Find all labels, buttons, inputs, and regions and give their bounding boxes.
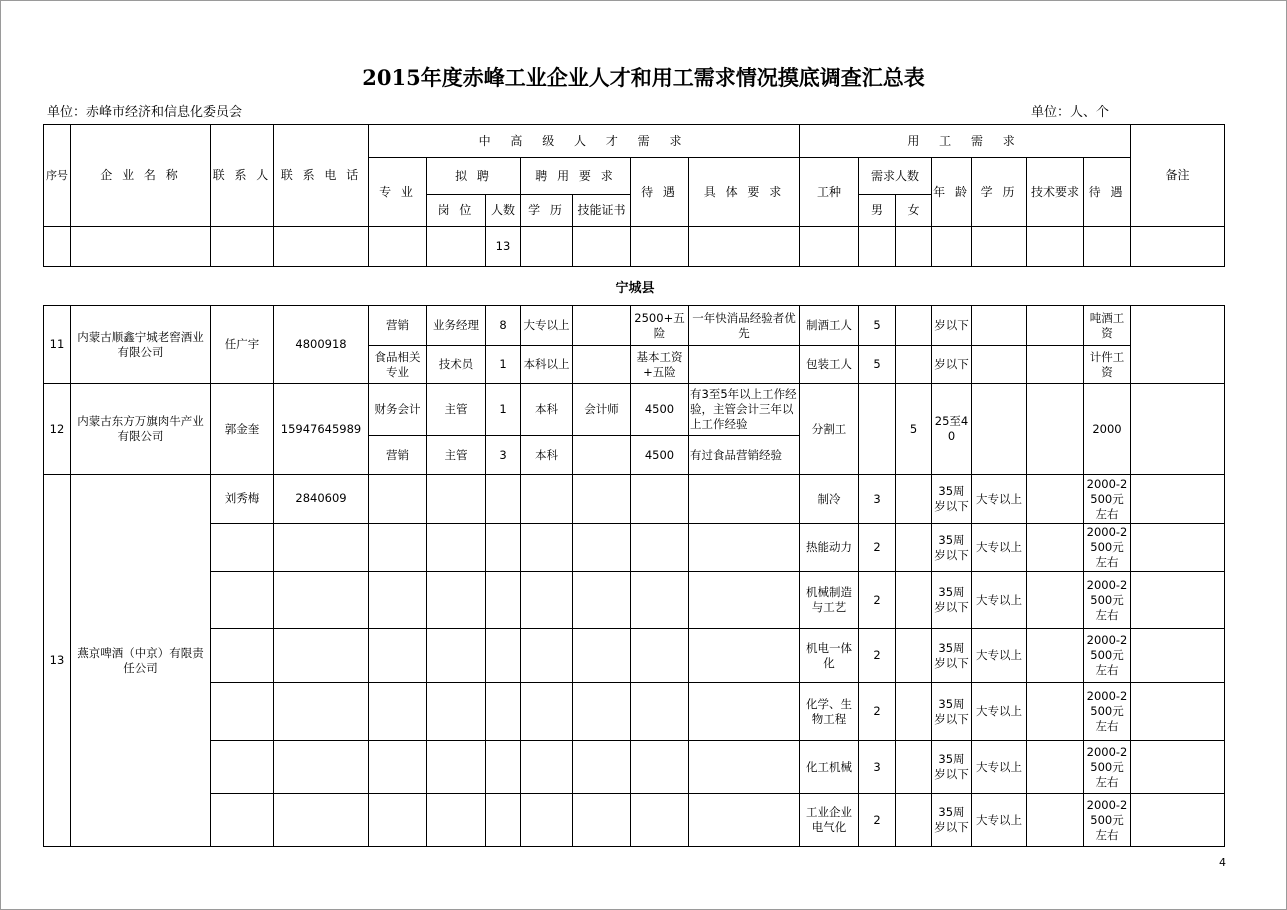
header-requirements: 聘 用 要 求 (521, 158, 631, 195)
header-table (43, 124, 1225, 267)
header-education: 学 历 (521, 195, 573, 227)
male-cell: 3 (859, 475, 896, 524)
header-certificate: 技能证书 (573, 195, 631, 227)
table-row (44, 572, 1225, 629)
male-cell: 2 (859, 629, 896, 683)
male-cell: 2 (859, 572, 896, 629)
male-cell: 5 (859, 346, 896, 384)
data-table (43, 305, 1225, 847)
company-seq: 13 (44, 475, 71, 847)
male-cell (859, 384, 896, 475)
salary2-cell: 2000-2500元左右 (1084, 572, 1131, 629)
header-needed: 需求人数 (859, 158, 932, 195)
job-type-cell: 包装工人 (800, 346, 859, 384)
table-row (44, 629, 1225, 683)
table-row (44, 741, 1225, 794)
education-cell: 大专以上 (521, 306, 573, 346)
table-row (44, 475, 1225, 524)
age-cell: 35周岁以下 (932, 741, 972, 794)
age-cell: 35周岁以下 (932, 524, 972, 572)
salary2-cell: 计件工资 (1084, 346, 1131, 384)
count-cell: 1 (486, 384, 521, 436)
header-labor-demand: 用 工 需 求 (800, 125, 1131, 158)
page-title: 2015年度赤峰工业企业人才和用工需求情况摸底调查汇总表 (362, 65, 925, 90)
header-female: 女 (896, 195, 932, 227)
salary2-cell: 2000-2500元左右 (1084, 524, 1131, 572)
certificate-cell (573, 346, 631, 384)
edu2-cell: 大专以上 (972, 741, 1027, 794)
header-contact: 联 系 人 (211, 125, 274, 227)
header-salary: 待 遇 (631, 158, 689, 227)
header-count: 人数 (486, 195, 521, 227)
company-name: 燕京啤酒（中京）有限责任公司 (71, 475, 211, 847)
company-name: 内蒙古顺鑫宁城老窖酒业有限公司 (71, 306, 211, 384)
tech-cell (1027, 306, 1084, 346)
header-job-type: 工种 (800, 158, 859, 227)
job-type-cell: 工业企业电气化 (800, 794, 859, 847)
salary-cell: 4500 (631, 384, 689, 436)
education-cell: 本科以上 (521, 346, 573, 384)
age-cell: 岁以下 (932, 306, 972, 346)
header-age: 年 龄 (932, 158, 972, 227)
job-type-cell: 热能动力 (800, 524, 859, 572)
remarks-cell (1131, 306, 1225, 384)
count-cell: 1 (486, 346, 521, 384)
header-phone: 联 系 电 话 (274, 125, 369, 227)
table-row (44, 227, 1225, 267)
age-cell: 35周岁以下 (932, 629, 972, 683)
table-row (44, 306, 1225, 346)
header-edu2: 学 历 (972, 158, 1027, 227)
header-male: 男 (859, 195, 896, 227)
job-type-cell: 制冷 (800, 475, 859, 524)
header-talent-demand: 中 高 级 人 才 需 求 (369, 125, 800, 158)
contact-phone: 4800918 (274, 306, 369, 384)
age-cell: 25至40 (932, 384, 972, 475)
edu2-cell: 大专以上 (972, 524, 1027, 572)
certificate-cell (573, 436, 631, 475)
company-seq: 12 (44, 384, 71, 475)
contact-phone: 2840609 (274, 475, 369, 524)
job-type-cell: 制酒工人 (800, 306, 859, 346)
salary2-cell: 2000 (1084, 384, 1131, 475)
contact-name: 郭金奎 (211, 384, 274, 475)
count-cell: 8 (486, 306, 521, 346)
table-row (44, 683, 1225, 741)
age-cell: 岁以下 (932, 346, 972, 384)
salary2-cell: 2000-2500元左右 (1084, 741, 1131, 794)
header-company: 企 业 名 称 (71, 125, 211, 227)
remarks-cell (1131, 794, 1225, 847)
header-remarks: 备注 (1131, 125, 1225, 227)
job-type-cell: 化学、生物工程 (800, 683, 859, 741)
edu2-cell (972, 384, 1027, 475)
age-cell: 35周岁以下 (932, 794, 972, 847)
edu2-cell: 大专以上 (972, 794, 1027, 847)
table-row (44, 384, 1225, 436)
edu2-cell: 大专以上 (972, 475, 1027, 524)
table-row (44, 524, 1225, 572)
major-cell: 食品相关专业 (369, 346, 427, 384)
tech-cell (1027, 346, 1084, 384)
salary2-cell: 2000-2500元左右 (1084, 794, 1131, 847)
count-cell: 3 (486, 436, 521, 475)
job-type-cell: 分割工 (800, 384, 859, 475)
specific-cell (689, 346, 800, 384)
remarks-cell (1131, 475, 1225, 524)
header-specific: 具 体 要 求 (689, 158, 800, 227)
salary-cell: 4500 (631, 436, 689, 475)
certificate-cell: 会计师 (573, 384, 631, 436)
job-type-cell: 机械制造与工艺 (800, 572, 859, 629)
edu2-cell (972, 346, 1027, 384)
header-plan-hire: 拟 聘 (427, 158, 521, 195)
salary2-cell: 2000-2500元左右 (1084, 475, 1131, 524)
remarks-cell (1131, 524, 1225, 572)
male-cell: 2 (859, 794, 896, 847)
male-cell: 3 (859, 741, 896, 794)
table-row (44, 794, 1225, 847)
reporting-unit: 单位：赤峰市经济和信息化委员会 (47, 105, 243, 120)
female-cell (896, 346, 932, 384)
position-cell: 主管 (427, 384, 486, 436)
education-cell: 本科 (521, 384, 573, 436)
position-cell: 主管 (427, 436, 486, 475)
certificate-cell (573, 306, 631, 346)
male-cell: 2 (859, 524, 896, 572)
salary2-cell: 吨酒工资 (1084, 306, 1131, 346)
specific-cell: 一年快消品经验者优先 (689, 306, 800, 346)
female-cell: 5 (896, 384, 932, 475)
major-cell: 营销 (369, 306, 427, 346)
contact-name: 刘秀梅 (211, 475, 274, 524)
header-seq: 序号 (44, 125, 71, 227)
edu2-cell: 大专以上 (972, 629, 1027, 683)
position-cell: 业务经理 (427, 306, 486, 346)
edu2-cell (972, 306, 1027, 346)
header-major: 专 业 (369, 158, 427, 227)
age-cell: 35周岁以下 (932, 572, 972, 629)
salary2-cell: 2000-2500元左右 (1084, 683, 1131, 741)
education-cell: 本科 (521, 436, 573, 475)
edu2-cell: 大专以上 (972, 572, 1027, 629)
male-cell: 2 (859, 683, 896, 741)
salary-cell: 2500+五险 (631, 306, 689, 346)
age-cell: 35周岁以下 (932, 683, 972, 741)
header-tech: 技术要求 (1027, 158, 1084, 227)
salary-cell: 基本工资+五险 (631, 346, 689, 384)
section-title: 宁城县 (615, 281, 655, 296)
measurement-unit: 单位：人、个 (1031, 105, 1110, 120)
header-position: 岗 位 (427, 195, 486, 227)
age-cell: 35周岁以下 (932, 475, 972, 524)
remarks-cell (1131, 384, 1225, 475)
major-cell: 营销 (369, 436, 427, 475)
remarks-cell (1131, 572, 1225, 629)
contact-phone: 15947645989 (274, 384, 369, 475)
company-seq: 11 (44, 306, 71, 384)
specific-cell: 有过食品营销经验 (689, 436, 800, 475)
remarks-cell (1131, 683, 1225, 741)
female-cell (896, 306, 932, 346)
position-cell: 技术员 (427, 346, 486, 384)
blank-row-count: 13 (486, 227, 521, 267)
specific-cell: 有3至5年以上工作经验，主管会计三年以上工作经验 (689, 384, 800, 436)
header-salary2: 待 遇 (1084, 158, 1131, 227)
contact-name: 任广宇 (211, 306, 274, 384)
tech-cell (1027, 384, 1084, 475)
male-cell: 5 (859, 306, 896, 346)
job-type-cell: 机电一体化 (800, 629, 859, 683)
edu2-cell: 大专以上 (972, 683, 1027, 741)
remarks-cell (1131, 629, 1225, 683)
salary2-cell: 2000-2500元左右 (1084, 629, 1131, 683)
major-cell: 财务会计 (369, 384, 427, 436)
remarks-cell (1131, 741, 1225, 794)
page-number: 4 (1219, 856, 1226, 869)
company-name: 内蒙古东方万旗肉牛产业有限公司 (71, 384, 211, 475)
job-type-cell: 化工机械 (800, 741, 859, 794)
